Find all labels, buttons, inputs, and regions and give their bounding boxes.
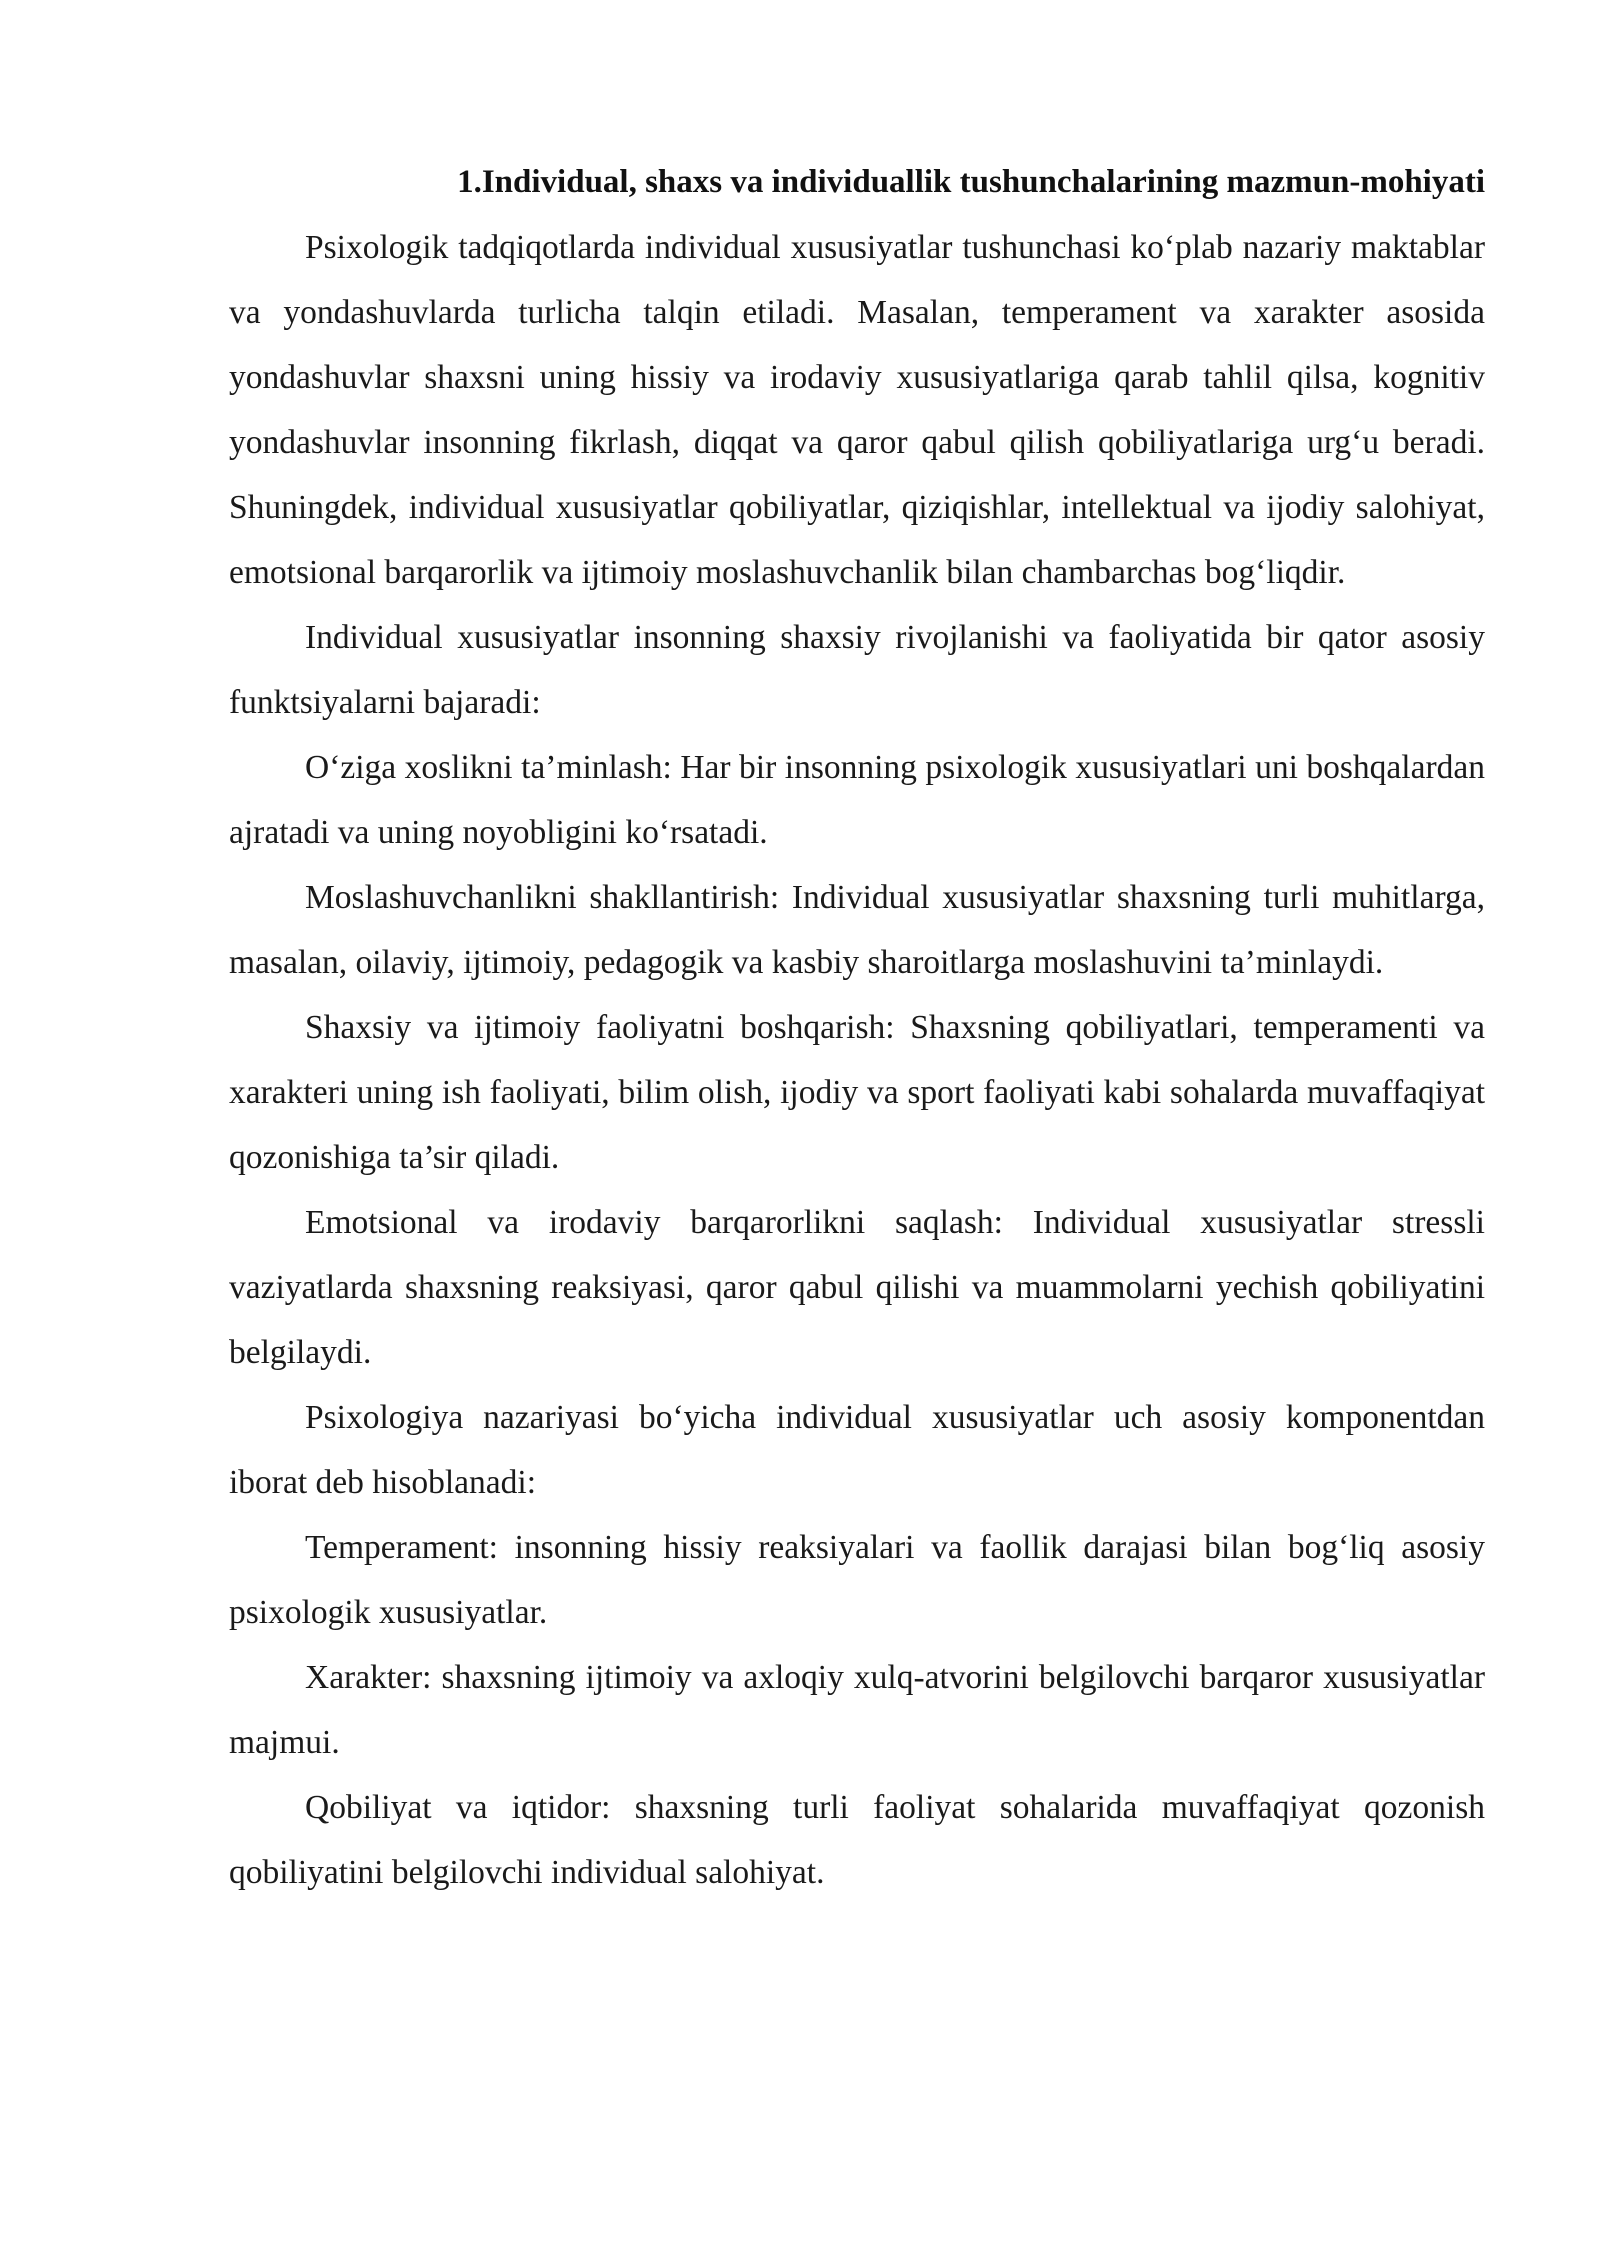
paragraph-character: Xarakter: shaxsning ijtimoiy va axloqiy xulq-atvorini belgilovchi barqaror xususiyatlar majmui.: [229, 1659, 1485, 1761]
section-title: 1.Individual, shaxs va individuallik tushunchalarining mazmun-mohiyati: [457, 164, 1485, 200]
paragraph-temperament: Temperament: insonning hissiy reaksiyalari va faollik darajasi bilan bog‘liq asosiy psixologik xususiyatlar.: [229, 1529, 1485, 1631]
paragraph-intro: Psixologik tadqiqotlarda individual xususiyatlar tushunchasi ko‘plab nazariy maktablar va yondashuvlarda turlicha talqin etiladi. Masalan, temperament va xarakter asosida yondashuvlar shaxsni uning hissiy va irodaviy xususiyatlariga qarab tahlil qilsa, kognitiv yondashuvlar insonning fikrlash, diqqat va qaror qabul qilish qobiliyatlariga urg‘u beradi. Shuningdek, individual xususiyatlar qobiliyatlar, qiziqishlar, intellektual va ijodiy salohiyat, emotsional barqarorlik va ijtimoiy moslashuvchanlik bilan chambarchas bog‘liqdir.: [229, 229, 1485, 591]
paragraph-components-lead: Psixologiya nazariyasi bo‘yicha individual xususiyatlar uch asosiy komponentdan iborat deb hisoblanadi:: [229, 1399, 1485, 1501]
paragraph-activity-management: Shaxsiy va ijtimoiy faoliyatni boshqarish: Shaxsning qobiliyatlari, temperamenti va xarakteri uning ish faoliyati, bilim olish, ijodiy va sport faoliyati kabi sohalarda muvaffaqiyat qozonishiga ta’sir qiladi.: [229, 1009, 1485, 1176]
paragraph-ability: Qobiliyat va iqtidor: shaxsning turli faoliyat sohalarida muvaffaqiyat qozonish qobiliyatini belgilovchi individual salohiyat.: [229, 1789, 1485, 1891]
paragraph-uniqueness: O‘ziga xoslikni ta’minlash: Har bir insonning psixologik xususiyatlari uni boshqalardan ajratadi va uning noyobligini ko‘rsatadi.: [229, 749, 1485, 851]
document-body: [229, 150, 1485, 1905]
paragraph-adaptability: Moslashuvchanlikni shakllantirish: Individual xususiyatlar shaxsning turli muhitlarga, masalan, oilaviy, ijtimoiy, pedagogik va kasbiy sharoitlarga moslashuvini ta’minlaydi.: [229, 879, 1485, 981]
paragraph-functions-lead: Individual xususiyatlar insonning shaxsiy rivojlanishi va faoliyatida bir qator asosiy funktsiyalarni bajaradi:: [229, 619, 1485, 721]
paragraph-emotional-stability: Emotsional va irodaviy barqarorlikni saqlash: Individual xususiyatlar stressli vaziyatlarda shaxsning reaksiyasi, qaror qabul qilishi va muammolarni yechish qobiliyatini belgilaydi.: [229, 1204, 1485, 1371]
